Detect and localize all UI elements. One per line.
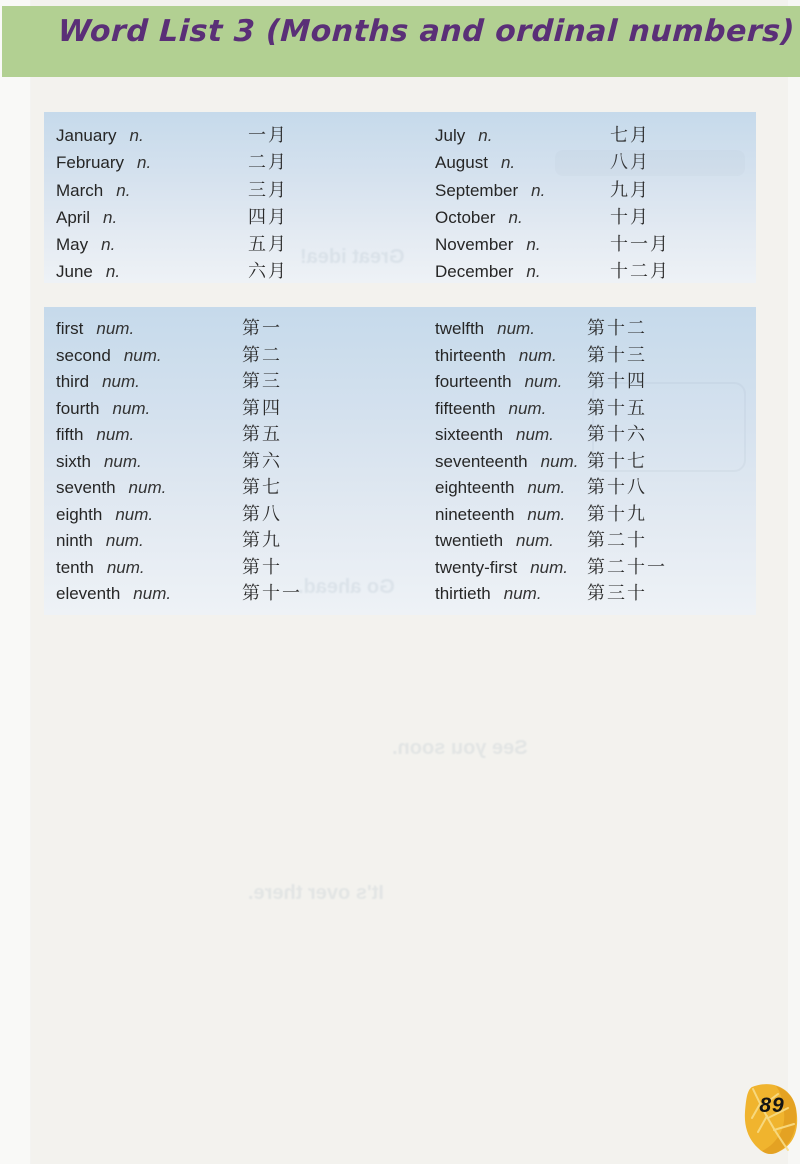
entry-pos: num. xyxy=(503,584,542,603)
entry-english xyxy=(56,231,248,258)
entry-pos: num. xyxy=(516,531,554,550)
entry-chinese: 六月 xyxy=(248,261,288,283)
page-number-corner xyxy=(740,1082,800,1156)
word-entry-row xyxy=(435,528,753,555)
entry-word: October xyxy=(435,207,496,227)
entry-pos: n. xyxy=(116,180,131,200)
entry-english xyxy=(56,502,242,529)
entry-chinese: 第三十 xyxy=(587,583,647,604)
entry-chinese: 八月 xyxy=(610,152,650,174)
entry-word: seventh xyxy=(56,478,116,497)
word-entry-row xyxy=(56,343,401,370)
entry-word: eighth xyxy=(56,504,103,524)
word-entry-row xyxy=(435,177,753,204)
entry-english xyxy=(56,316,242,343)
entry-pos: num. xyxy=(540,451,579,471)
entry-pos: n. xyxy=(508,207,523,227)
entry-pos: num. xyxy=(103,451,142,471)
entry-pos: n. xyxy=(103,207,118,227)
entry-chinese: 第二 xyxy=(242,344,282,366)
entry-word: ninth xyxy=(56,531,93,550)
entry-chinese: 第一 xyxy=(242,318,282,339)
entry-pos: n. xyxy=(526,235,541,255)
entry-word: June xyxy=(56,262,93,282)
entry-pos: num. xyxy=(518,345,557,365)
entry-pos: n. xyxy=(478,126,493,145)
entry-english xyxy=(56,122,248,149)
entry-pos: num. xyxy=(115,504,154,524)
ghost-text: Go ahead. xyxy=(298,576,395,598)
entry-pos: n. xyxy=(531,180,546,200)
entry-word: March xyxy=(56,180,104,200)
ghost-text: It's over there. xyxy=(248,882,384,904)
entry-chinese: 五月 xyxy=(248,234,288,256)
entry-pos: num. xyxy=(527,504,566,524)
entry-english xyxy=(56,258,248,285)
entry-english xyxy=(435,204,610,231)
entry-chinese: 十一月 xyxy=(610,234,670,256)
entry-english xyxy=(56,528,242,555)
entry-chinese: 九月 xyxy=(610,179,650,201)
entry-pos: n. xyxy=(129,126,144,145)
entry-pos: num. xyxy=(530,557,568,577)
entry-word: eighteenth xyxy=(435,478,515,497)
entry-word: July xyxy=(435,126,466,145)
entry-word: February xyxy=(56,153,125,173)
months-column-right xyxy=(435,112,753,286)
ghost-text: See you soon. xyxy=(392,737,528,759)
entry-english xyxy=(56,475,242,502)
ghost-text: Great idea! xyxy=(300,246,405,268)
entry-english xyxy=(56,449,242,476)
entry-english xyxy=(435,231,610,258)
word-entry-row xyxy=(56,177,401,204)
entry-pos: num. xyxy=(524,372,563,391)
entry-english xyxy=(56,396,242,423)
entry-english xyxy=(435,581,587,608)
entry-word: November xyxy=(435,235,514,255)
entry-english xyxy=(435,258,610,285)
page-number: 89 xyxy=(759,1094,785,1117)
word-entry-row xyxy=(56,449,401,476)
entry-chinese: 第十五 xyxy=(587,397,647,419)
entry-english xyxy=(56,369,242,396)
entry-chinese: 第十七 xyxy=(587,450,647,472)
word-entry-row xyxy=(56,204,401,231)
entry-chinese: 第十六 xyxy=(587,424,647,445)
entry-chinese: 第十九 xyxy=(587,503,647,525)
entry-word: third xyxy=(56,372,90,391)
entry-english xyxy=(435,369,587,396)
entry-english xyxy=(56,177,248,204)
entry-chinese: 十月 xyxy=(610,206,650,228)
printthrough-shape xyxy=(592,382,746,472)
word-entry-row xyxy=(435,231,753,258)
entry-english xyxy=(435,422,587,449)
word-entry-row xyxy=(56,149,401,176)
entry-pos: num. xyxy=(128,478,167,497)
page-left-margin xyxy=(0,0,31,1164)
entry-word: September xyxy=(435,180,519,200)
printthrough-shape xyxy=(555,150,745,176)
entry-english xyxy=(435,396,587,423)
word-entry-row xyxy=(435,258,753,285)
entry-chinese: 第四 xyxy=(242,397,282,419)
entry-chinese: 一月 xyxy=(248,125,288,146)
entry-word: seventeenth xyxy=(435,451,528,471)
word-entry-row xyxy=(435,555,753,582)
entry-chinese: 第二十 xyxy=(587,530,647,551)
entry-word: fifth xyxy=(56,425,84,444)
entry-english xyxy=(435,475,587,502)
entry-chinese: 第十四 xyxy=(587,371,647,392)
entry-word: December xyxy=(435,262,514,282)
entry-chinese: 七月 xyxy=(610,125,650,146)
entry-chinese: 第十一 xyxy=(242,583,302,604)
word-entry-row xyxy=(56,422,401,449)
entry-chinese: 第三 xyxy=(242,371,282,392)
entry-word: fifteenth xyxy=(435,398,496,418)
entry-word: fourteenth xyxy=(435,372,512,391)
entry-chinese: 第十 xyxy=(242,556,282,578)
entry-word: second xyxy=(56,345,111,365)
entry-pos: n. xyxy=(105,262,121,282)
entry-chinese: 二月 xyxy=(248,152,288,174)
entry-chinese: 第九 xyxy=(242,530,282,551)
entry-chinese: 第十三 xyxy=(587,344,647,366)
entry-pos: num. xyxy=(527,478,566,497)
entry-pos: num. xyxy=(96,425,135,444)
entry-english xyxy=(56,204,248,231)
word-entry-row xyxy=(435,316,753,343)
entry-english xyxy=(435,555,587,582)
entry-pos: num. xyxy=(516,425,554,444)
ordinals-column-left xyxy=(56,307,401,608)
entry-pos: num. xyxy=(508,398,547,418)
entry-pos: num. xyxy=(112,398,151,418)
entry-pos: n. xyxy=(526,262,541,282)
entry-word: eleventh xyxy=(56,584,121,603)
entry-word: August xyxy=(435,153,488,173)
entry-word: twentieth xyxy=(435,531,504,550)
entry-pos: num. xyxy=(105,531,144,550)
word-entry-row xyxy=(56,369,401,396)
entry-pos: num. xyxy=(497,319,535,338)
entry-chinese: 四月 xyxy=(248,206,288,228)
entry-pos: n. xyxy=(101,235,116,255)
word-entry-row xyxy=(56,528,401,555)
entry-pos: num. xyxy=(133,584,172,603)
word-entry-row xyxy=(435,581,753,608)
entry-chinese: 第六 xyxy=(242,450,282,472)
entry-english xyxy=(435,449,587,476)
entry-english xyxy=(56,343,242,370)
entry-pos: n. xyxy=(500,153,516,173)
page-title: Word List 3 (Months and ordinal numbers) xyxy=(57,14,796,49)
entry-word: first xyxy=(56,319,84,338)
entry-word: fourth xyxy=(56,398,100,418)
word-entry-row xyxy=(56,502,401,529)
entry-word: twenty-first xyxy=(435,557,518,577)
entry-chinese: 第十二 xyxy=(587,318,647,339)
entry-english xyxy=(435,177,610,204)
entry-english xyxy=(56,555,242,582)
entry-english xyxy=(435,502,587,529)
entry-word: thirtieth xyxy=(435,584,491,603)
entry-english xyxy=(435,528,587,555)
word-entry-row xyxy=(56,396,401,423)
word-entry-row xyxy=(56,475,401,502)
entry-english xyxy=(435,343,587,370)
entry-english xyxy=(56,422,242,449)
entry-pos: n. xyxy=(137,153,152,173)
entry-chinese: 十二月 xyxy=(610,261,670,283)
entry-chinese: 第二十一 xyxy=(587,556,667,578)
word-entry-row xyxy=(435,122,753,149)
entry-chinese: 第十八 xyxy=(587,477,647,498)
entry-word: sixth xyxy=(56,451,91,471)
page-right-margin xyxy=(788,0,800,1164)
entry-chinese: 第五 xyxy=(242,424,282,445)
word-entry-row xyxy=(56,316,401,343)
entry-word: nineteenth xyxy=(435,504,515,524)
word-entry-row xyxy=(435,475,753,502)
entry-chinese: 第八 xyxy=(242,503,282,525)
entry-english xyxy=(56,149,248,176)
entry-word: January xyxy=(56,126,117,145)
word-entry-row xyxy=(435,502,753,529)
entry-word: twelfth xyxy=(435,319,485,338)
entry-word: sixteenth xyxy=(435,425,504,444)
word-entry-row xyxy=(435,204,753,231)
entry-word: tenth xyxy=(56,557,94,577)
entry-chinese: 第七 xyxy=(242,477,282,498)
entry-word: April xyxy=(56,207,91,227)
word-entry-row xyxy=(435,343,753,370)
entry-chinese: 三月 xyxy=(248,179,288,201)
entry-english xyxy=(435,316,587,343)
entry-pos: num. xyxy=(106,557,145,577)
entry-word: May xyxy=(56,235,89,255)
entry-pos: num. xyxy=(96,319,135,338)
word-entry-row xyxy=(56,122,401,149)
entry-english xyxy=(435,122,610,149)
entry-english xyxy=(56,581,242,608)
entry-pos: num. xyxy=(123,345,162,365)
entry-pos: num. xyxy=(102,372,140,391)
entry-word: thirteenth xyxy=(435,345,506,365)
